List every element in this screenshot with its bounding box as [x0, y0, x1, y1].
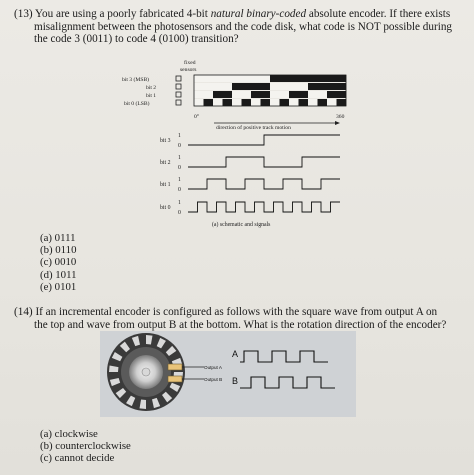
- code-segment-bit2-12: [308, 83, 318, 90]
- bit0-row-label: bit 0 (LSB): [124, 101, 150, 107]
- code-segment-bit1-6: [251, 91, 261, 98]
- sensor-a: [168, 364, 182, 370]
- code-segment-bit2-4: [232, 83, 242, 90]
- code-segment-bit1-8: [270, 91, 280, 98]
- code-segment-bit1-4: [232, 91, 242, 98]
- question-14: [14, 306, 466, 331]
- fixed-label: fixed: [184, 60, 196, 66]
- code-segment-bit1-13: [318, 91, 328, 98]
- code-segment-bit2-11: [299, 83, 309, 90]
- q13-option-c[interactable]: (c) 0010: [40, 256, 77, 269]
- bit2-row-label: bit 2: [146, 85, 157, 91]
- q14-number: (14): [14, 306, 33, 318]
- code-segment-bit3-3: [223, 75, 233, 82]
- output-b-label: Output B: [204, 377, 223, 382]
- wave-b-label: B: [232, 376, 239, 386]
- wave-a-label: A: [232, 349, 239, 359]
- level-high-bit0: 1: [178, 200, 181, 206]
- code-segment-bit3-15: [337, 75, 347, 82]
- q13-line2: misalignment between the photosensors and the code disk, what code is NOT possible during: [34, 20, 453, 33]
- direction-label: direction of positive track motion: [216, 125, 291, 131]
- code-segment-bit2-5: [242, 83, 252, 90]
- code-segment-bit1-1: [204, 91, 214, 98]
- code-segment-bit1-2: [213, 91, 223, 98]
- q13-line3: the code 3 (0011) to code 4 (0100) transition?: [34, 33, 239, 46]
- level-low-bit3: 0: [178, 143, 181, 149]
- sensor-box-bit2: [176, 84, 181, 89]
- code-segment-bit3-5: [242, 75, 252, 82]
- code-segment-bit2-3: [223, 83, 233, 90]
- code-segment-bit1-3: [223, 91, 233, 98]
- code-segment-bit3-6: [251, 75, 261, 82]
- angle-end-label: 360: [336, 114, 345, 120]
- sensor-box-bit0: [176, 100, 181, 105]
- q14-option-c[interactable]: (c) cannot decide: [40, 452, 115, 465]
- code-segment-bit3-13: [318, 75, 328, 82]
- sig-label-bit3: bit 3: [160, 138, 171, 144]
- q13-option-e[interactable]: (e) 0101: [40, 280, 77, 293]
- code-segment-bit1-11: [299, 91, 309, 98]
- q13-option-a[interactable]: (a) 0111: [40, 232, 76, 244]
- code-track: [194, 75, 346, 106]
- code-segment-bit2-13: [318, 83, 328, 90]
- q14-line2: the top and wave from output B at the bottom. What is the rotation direction of the encoder?: [34, 318, 447, 331]
- code-segment-bit0-5: [242, 99, 252, 106]
- q13-option-b[interactable]: (b) 0110: [40, 244, 77, 257]
- q13-options: [40, 232, 76, 293]
- q13-line1-b: absolute encoder. If there exists: [306, 8, 451, 20]
- code-segment-bit1-0: [194, 91, 204, 98]
- q14-options: [40, 428, 131, 465]
- code-segment-bit0-10: [289, 99, 299, 106]
- code-segment-bit0-2: [213, 99, 223, 106]
- q14-option-a[interactable]: (a) clockwise: [40, 428, 98, 440]
- code-segment-bit2-8: [270, 83, 280, 90]
- level-low-bit2: 0: [178, 165, 181, 171]
- sensor-b: [168, 376, 182, 382]
- code-segment-bit2-0: [194, 83, 204, 90]
- signal-traces: [188, 135, 340, 212]
- code-segment-bit2-2: [213, 83, 223, 90]
- code-segment-bit0-3: [223, 99, 233, 106]
- code-segment-bit0-1: [204, 99, 214, 106]
- sensors-label: sensors: [180, 67, 197, 73]
- code-segment-bit3-10: [289, 75, 299, 82]
- code-segment-bit1-12: [308, 91, 318, 98]
- code-segment-bit3-11: [299, 75, 309, 82]
- code-segment-bit2-14: [327, 83, 337, 90]
- q13-line1-emphasis: natural binary-coded: [210, 8, 307, 20]
- code-segment-bit3-4: [232, 75, 242, 82]
- sensor-box-bit1: [176, 92, 181, 97]
- q14-line1: If an incremental encoder is configured as follows with the square wave from output A on: [35, 306, 438, 318]
- code-segment-bit0-13: [318, 99, 328, 106]
- signal-trace-bit2: [188, 157, 340, 167]
- level-high-bit2: 1: [178, 155, 181, 161]
- level-high-bit3: 1: [178, 133, 181, 139]
- code-segment-bit3-7: [261, 75, 271, 82]
- code-segment-bit3-12: [308, 75, 318, 82]
- code-segment-bit0-15: [337, 99, 347, 106]
- code-segment-bit2-7: [261, 83, 271, 90]
- code-segment-bit0-8: [270, 99, 280, 106]
- code-segment-bit2-15: [337, 83, 347, 90]
- code-segment-bit1-15: [337, 91, 347, 98]
- code-segment-bit3-8: [270, 75, 280, 82]
- angle-start-label: 0°: [194, 114, 200, 120]
- level-low-bit0: 0: [178, 210, 181, 216]
- q13-line1-a: You are using a poorly fabricated 4-bit: [35, 8, 211, 20]
- code-segment-bit0-4: [232, 99, 242, 106]
- signal-trace-bit0: [188, 202, 340, 212]
- level-low-bit1: 0: [178, 187, 181, 193]
- code-segment-bit1-10: [289, 91, 299, 98]
- bit1-row-label: bit 1: [146, 93, 157, 99]
- code-segment-bit1-7: [261, 91, 271, 98]
- code-segment-bit2-9: [280, 83, 290, 90]
- code-segment-bit1-9: [280, 91, 290, 98]
- level-high-bit1: 1: [178, 177, 181, 183]
- signal-trace-bit1: [188, 179, 340, 189]
- code-segment-bit0-14: [327, 99, 337, 106]
- output-a-label: Output A: [204, 365, 222, 370]
- code-segment-bit2-1: [204, 83, 214, 90]
- q14-encoder-diagram: [100, 331, 356, 417]
- code-segment-bit0-7: [261, 99, 271, 106]
- code-segment-bit3-14: [327, 75, 337, 82]
- sig-label-bit0: bit 0: [160, 205, 171, 211]
- signal-trace-bit3: [188, 135, 340, 145]
- code-segment-bit2-10: [289, 83, 299, 90]
- figure-caption: (a) schematic and signals: [212, 222, 271, 228]
- q14-option-b[interactable]: (b) counterclockwise: [40, 440, 131, 453]
- encoder-shaft: [142, 368, 150, 376]
- sensor-box-bit3: [176, 76, 181, 81]
- code-segment-bit3-2: [213, 75, 223, 82]
- direction-arrow-head: [335, 121, 340, 125]
- code-segment-bit0-11: [299, 99, 309, 106]
- code-segment-bit2-6: [251, 83, 261, 90]
- code-segment-bit0-12: [308, 99, 318, 106]
- q13-option-d[interactable]: (d) 1011: [40, 268, 77, 281]
- code-segment-bit1-5: [242, 91, 252, 98]
- q14-encoder-photo: [100, 331, 356, 417]
- sig-label-bit2: bit 2: [160, 160, 171, 166]
- code-segment-bit0-9: [280, 99, 290, 106]
- code-segment-bit0-0: [194, 99, 204, 106]
- code-segment-bit3-9: [280, 75, 290, 82]
- code-segment-bit0-6: [251, 99, 261, 106]
- code-segment-bit3-1: [204, 75, 214, 82]
- sig-label-bit1: bit 1: [160, 182, 171, 188]
- q13-number: (13): [14, 8, 33, 20]
- bit3-row-label: bit 3 (MSB): [122, 77, 150, 83]
- code-segment-bit3-0: [194, 75, 204, 82]
- code-segment-bit1-14: [327, 91, 337, 98]
